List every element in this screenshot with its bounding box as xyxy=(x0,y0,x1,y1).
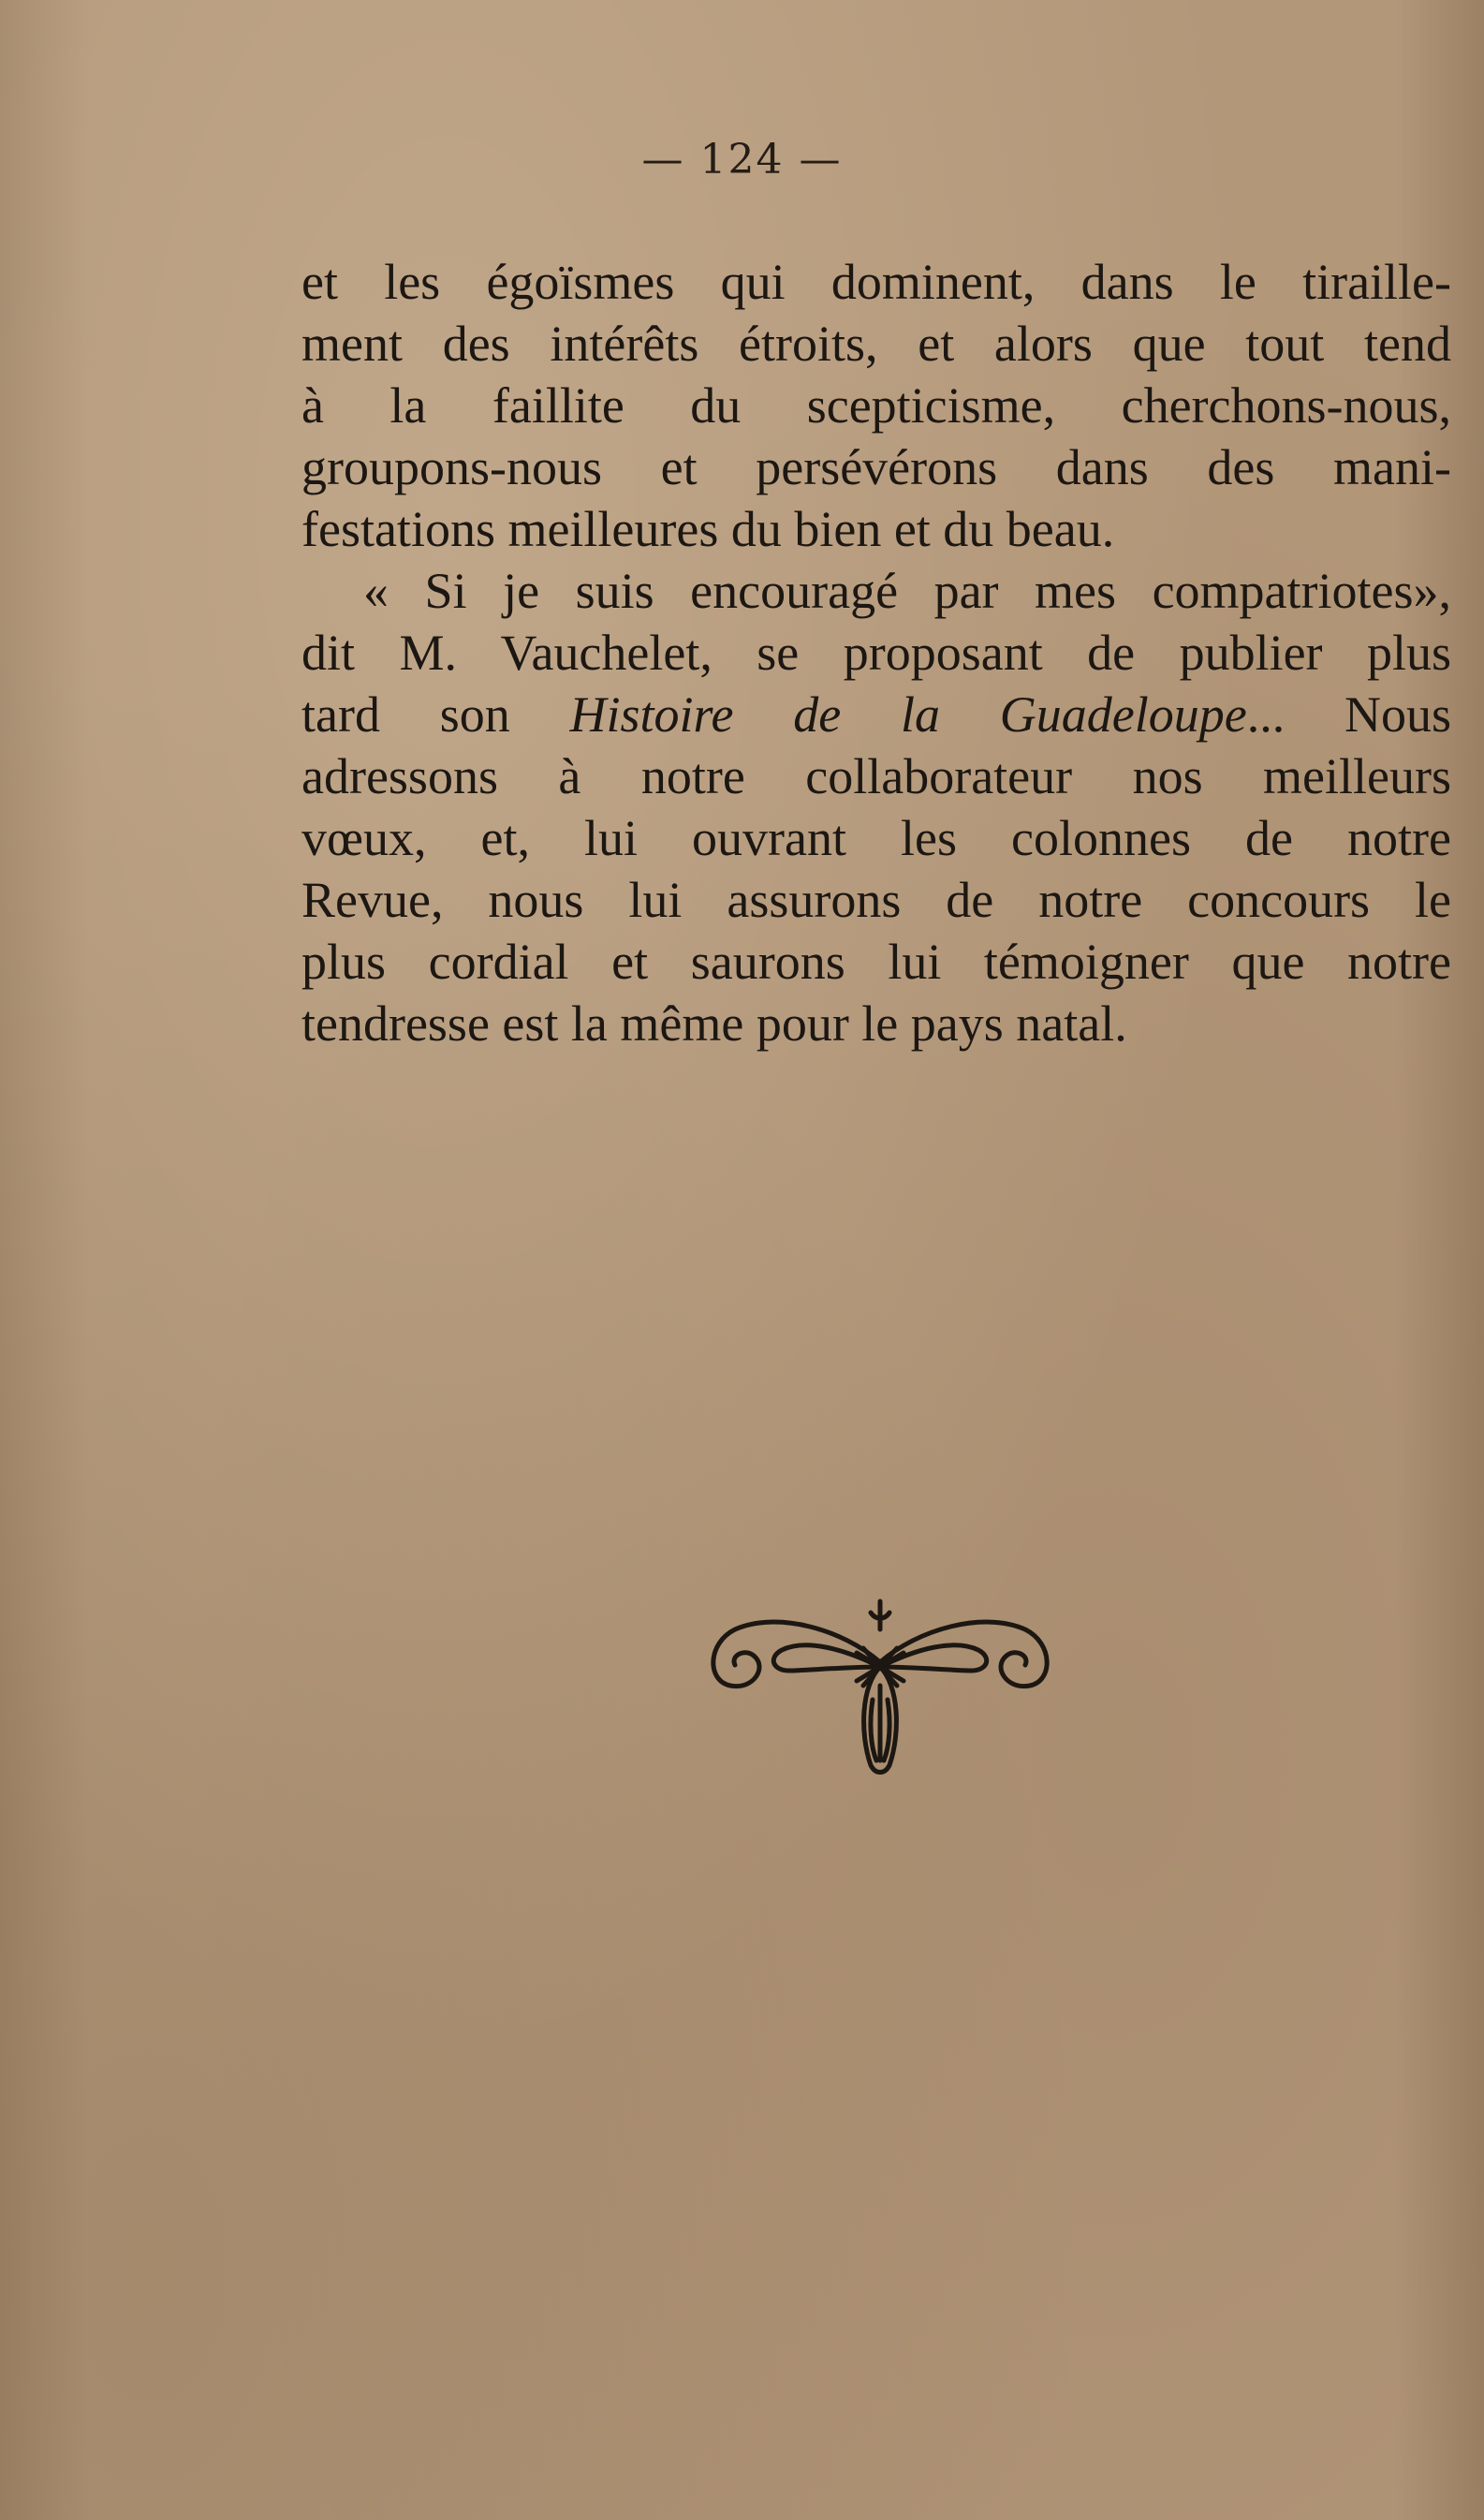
paragraph-2-line: plus cordial et saurons lui témoigner que notre xyxy=(301,934,1451,990)
paragraph-1 xyxy=(301,251,1451,560)
paragraph-1-line: et les égoïsmes qui dominent, dans le tiraille- xyxy=(301,254,1451,310)
paragraph-1-line: ment des intérêts étroits, et alors que tout tend xyxy=(301,316,1451,372)
paragraph-2-line: dit M. Vauchelet, se proposant de publier plus xyxy=(301,625,1451,681)
book-title: Histoire de la Guadeloupe xyxy=(569,686,1247,743)
paragraph-2-line: vœux, et, lui ouvrant les colonnes de notre xyxy=(301,810,1451,866)
line-prefix: tard son xyxy=(301,686,570,743)
paragraph-2-line: tendresse est la même pour le pays natal. xyxy=(301,995,1127,1052)
fleuron-ornament-icon xyxy=(702,1573,1058,1789)
paragraph-2 xyxy=(301,560,1451,1054)
paragraph-1-line: à la faillite du scepticisme, cherchons-nous, xyxy=(301,377,1451,434)
paragraph-2-line: « Si je suis encouragé par mes compatriotes», xyxy=(363,563,1451,619)
page-number: — 124 — xyxy=(641,136,843,184)
paragraph-2-line: Revue, nous lui assurons de notre concours le xyxy=(301,872,1451,928)
text-block xyxy=(301,251,1451,1054)
paragraph-1-line: festations meilleures du bien et du beau. xyxy=(301,501,1115,557)
line-suffix: ... Nous xyxy=(1246,686,1452,743)
paragraph-2-line: adressons à notre collaborateur nos meilleurs xyxy=(301,748,1451,804)
paragraph-2-line-with-title xyxy=(301,684,1451,745)
paragraph-1-line: groupons-nous et persévérons dans des mani- xyxy=(301,439,1451,495)
